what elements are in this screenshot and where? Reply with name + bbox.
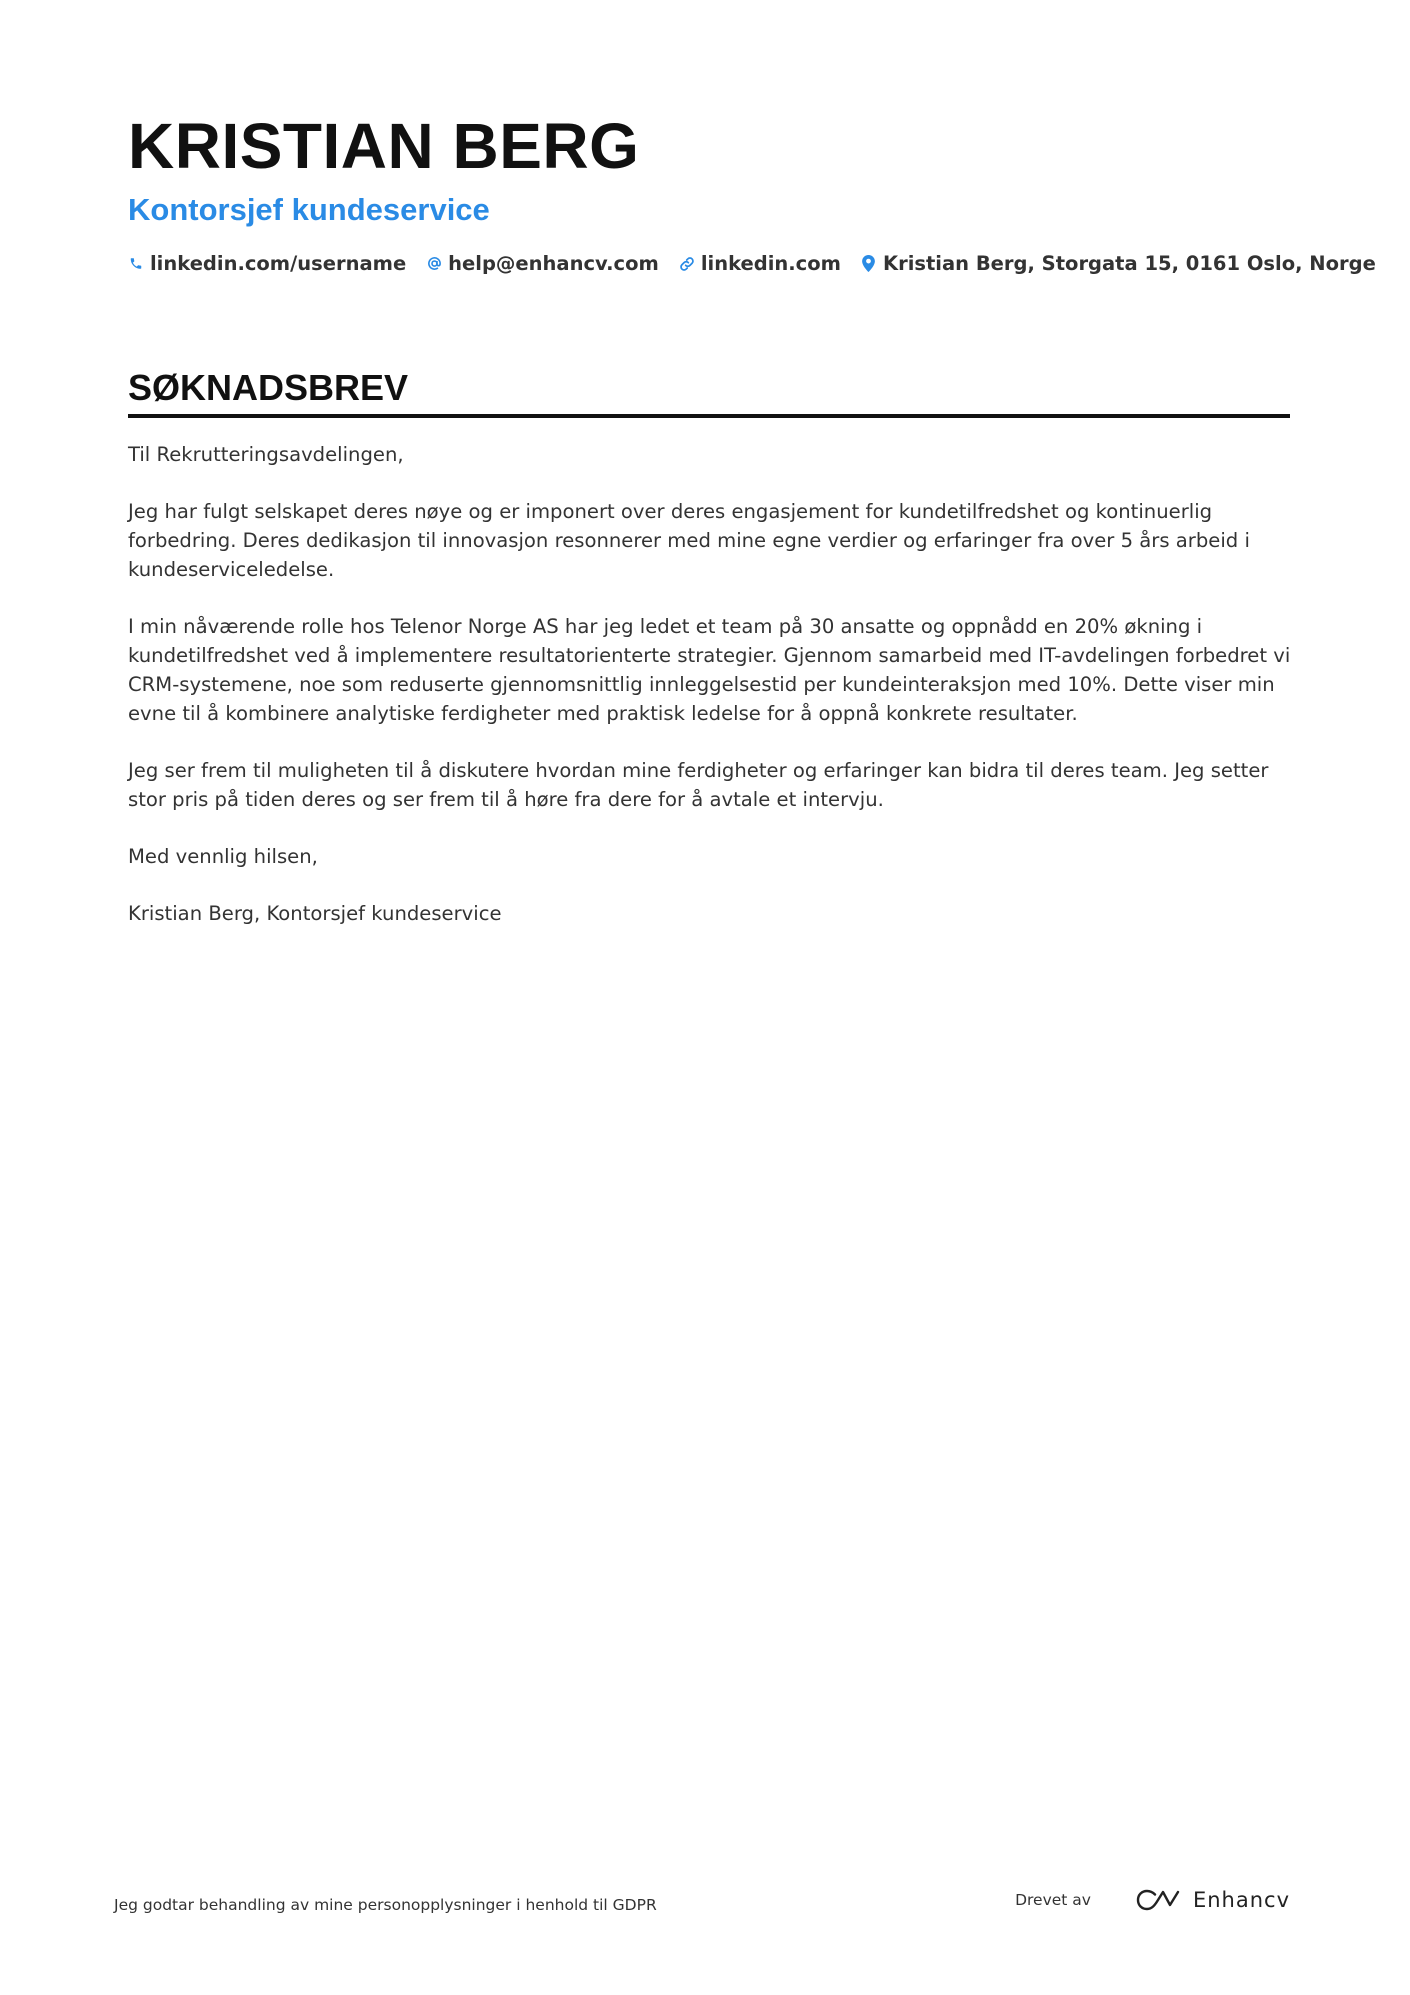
section-title: SØKNADSBREV bbox=[128, 366, 1290, 418]
letter-paragraph: I min nåværende rolle hos Telenor Norge AS har jeg ledet et team på 30 ansatte og oppnådd en 20% økning i kundetilfredshet ved å implementere resultatorienterte strategier. Gjennom samarbeid med IT-avdelingen forbedret vi CRM-systemene, noe som reduserte gjennomsnittlig innleggelsestid per kundeinteraksjon med 10%. Dette viser min evne til å kombinere analytiske ferdigheter med praktisk ledelse for å oppnå konkrete resultater. bbox=[128, 615, 1291, 725]
contact-phone-text: linkedin.com/username bbox=[150, 252, 407, 275]
brand-link[interactable] bbox=[1135, 1888, 1290, 1912]
letter-closing: Med vennlig hilsen, bbox=[128, 845, 318, 868]
gdpr-consent: Jeg godtar behandling av mine personopplysninger i henhold til GDPR bbox=[114, 1896, 657, 1914]
brand-name: Enhancv bbox=[1192, 1888, 1290, 1912]
candidate-name: KRISTIAN BERG bbox=[128, 110, 640, 182]
location-pin-icon bbox=[861, 255, 877, 273]
link-icon bbox=[679, 255, 695, 273]
enhancv-logo-icon bbox=[1135, 1888, 1181, 1912]
contact-website[interactable] bbox=[679, 252, 841, 275]
at-icon bbox=[426, 255, 442, 273]
powered-by-label: Drevet av bbox=[1015, 1891, 1091, 1909]
contact-row bbox=[128, 252, 1376, 275]
letter-salutation: Til Rekrutteringsavdelingen, bbox=[128, 443, 404, 466]
letter-signature: Kristian Berg, Kontorsjef kundeservice bbox=[128, 902, 502, 925]
contact-address-text: Kristian Berg, Storgata 15, 0161 Oslo, Norge bbox=[882, 252, 1376, 275]
contact-address bbox=[861, 252, 1376, 275]
letter-paragraph: Jeg ser frem til muligheten til å diskutere hvordan mine ferdigheter og erfaringer kan bidra til deres team. Jeg setter stor pris på tiden deres og ser frem til å høre fra dere for å avtale et intervju. bbox=[128, 759, 1269, 811]
contact-website-text: linkedin.com bbox=[700, 252, 841, 275]
letter-paragraph: Jeg har fulgt selskapet deres nøye og er imponert over deres engasjement for kundetilfredshet og kontinuerlig forbedring. Deres dedikasjon til innovasjon resonnerer med mine egne verdier og erfaringer fra over 5 års arbeid i kundeserviceledelse. bbox=[128, 500, 1250, 581]
letter-body bbox=[128, 440, 1293, 956]
powered-by bbox=[1015, 1888, 1290, 1912]
candidate-role: Kontorsjef kundeservice bbox=[128, 192, 490, 227]
contact-email[interactable] bbox=[426, 252, 659, 275]
contact-phone[interactable] bbox=[128, 252, 406, 275]
phone-icon bbox=[128, 255, 144, 273]
header bbox=[128, 108, 1376, 275]
contact-email-text: help@enhancv.com bbox=[448, 252, 659, 275]
